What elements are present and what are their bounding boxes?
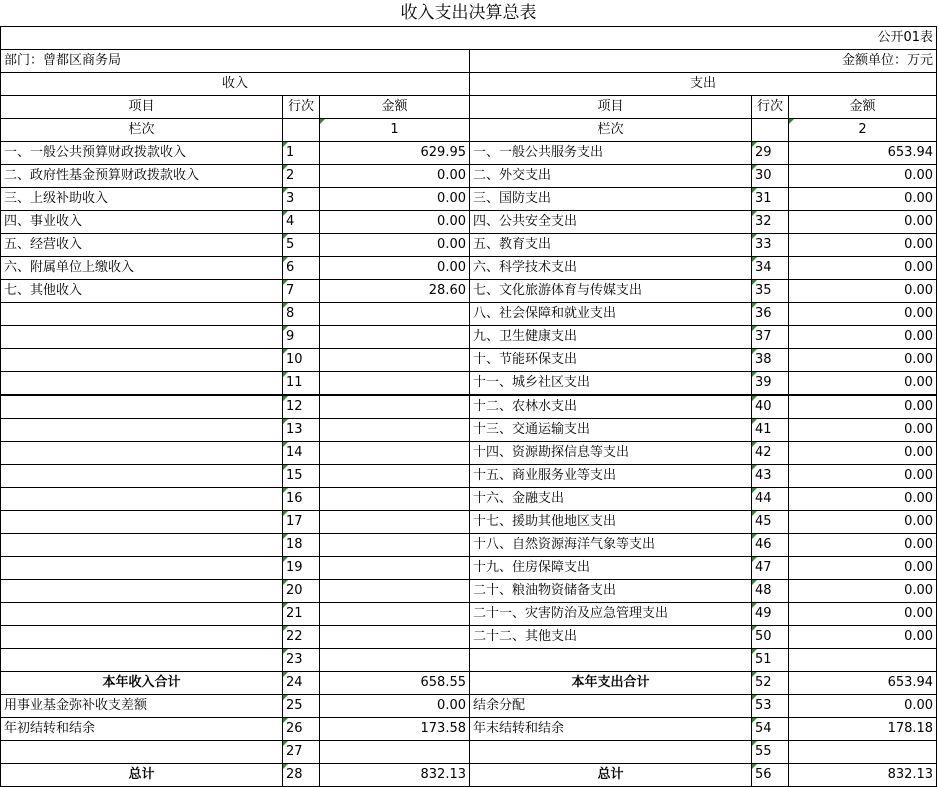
table-row (1, 649, 937, 672)
income-amount (320, 626, 470, 649)
expense-row-no: 42 (752, 442, 789, 465)
expense-amount: 0.00 (789, 465, 937, 488)
table-row (1, 603, 937, 626)
income-row-no: 8 (283, 303, 320, 326)
income-amount (320, 419, 470, 442)
expense-amount: 178.18 (789, 718, 937, 741)
income-item (1, 442, 283, 465)
income-header: 收入 (1, 73, 470, 96)
expense-row-no: 39 (752, 372, 789, 396)
expense-amount: 0.00 (789, 234, 937, 257)
income-row-no: 2 (283, 165, 320, 188)
income-lanci-label: 栏次 (1, 119, 283, 142)
expense-amount: 0.00 (789, 603, 937, 626)
expense-row-no: 37 (752, 326, 789, 349)
expense-row-no: 49 (752, 603, 789, 626)
expense-item: 五、教育支出 (470, 234, 752, 257)
income-amount (320, 372, 470, 396)
income-item (1, 488, 283, 511)
income-item (1, 303, 283, 326)
income-row-no: 20 (283, 580, 320, 603)
expense-row-no: 44 (752, 488, 789, 511)
expense-item: 七、文化旅游体育与传媒支出 (470, 280, 752, 303)
income-row-no: 18 (283, 534, 320, 557)
expense-row-no: 34 (752, 257, 789, 280)
expense-row-no: 43 (752, 465, 789, 488)
income-col-number: 1 (320, 119, 470, 142)
income-amount (320, 349, 470, 372)
expense-amount: 0.00 (789, 395, 937, 419)
expense-amount (789, 741, 937, 764)
income-item (1, 372, 283, 396)
income-amount: 629.95 (320, 142, 470, 165)
expense-row-no: 53 (752, 695, 789, 718)
income-lanci-blank (283, 119, 320, 142)
income-item (1, 511, 283, 534)
expense-amount: 0.00 (789, 626, 937, 649)
income-item: 一、一般公共预算财政拨款收入 (1, 142, 283, 165)
income-amount (320, 303, 470, 326)
expense-item: 二十一、灾害防治及应急管理支出 (470, 603, 752, 626)
expense-row-no: 40 (752, 395, 789, 419)
expense-item: 十七、援助其他地区支出 (470, 511, 752, 534)
expense-amount: 0.00 (789, 349, 937, 372)
expense-amount: 0.00 (789, 695, 937, 718)
table-row (1, 142, 937, 165)
income-row-no: 23 (283, 649, 320, 672)
income-row-no: 1 (283, 142, 320, 165)
expense-amount: 0.00 (789, 257, 937, 280)
year-income-total-amount: 658.55 (320, 672, 470, 695)
table-row (1, 580, 937, 603)
expense-row-no: 32 (752, 211, 789, 234)
income-amount (320, 395, 470, 419)
expense-item: 六、科学技术支出 (470, 257, 752, 280)
income-row-no: 3 (283, 188, 320, 211)
expense-amount: 0.00 (789, 580, 937, 603)
expense-item: 十、节能环保支出 (470, 349, 752, 372)
income-item: 年初结转和结余 (1, 718, 283, 741)
income-row-no: 26 (283, 718, 320, 741)
income-row-no: 14 (283, 442, 320, 465)
expense-amount: 0.00 (789, 534, 937, 557)
grand-income-total-label: 总计 (1, 764, 283, 787)
income-amount (320, 649, 470, 672)
income-row-no: 6 (283, 257, 320, 280)
income-row-no: 11 (283, 372, 320, 396)
table-row (1, 165, 937, 188)
table-row (1, 764, 937, 787)
year-income-total-label: 本年收入合计 (1, 672, 283, 695)
income-item: 三、上级补助收入 (1, 188, 283, 211)
income-amount (320, 465, 470, 488)
expense-item: 九、卫生健康支出 (470, 326, 752, 349)
income-item (1, 419, 283, 442)
expense-amount (789, 649, 937, 672)
income-amount (320, 580, 470, 603)
table-row (1, 372, 937, 396)
expense-row-no: 30 (752, 165, 789, 188)
income-item (1, 741, 283, 764)
expense-item: 二十、粮油物资储备支出 (470, 580, 752, 603)
income-amount: 173.58 (320, 718, 470, 741)
expense-row-no: 55 (752, 741, 789, 764)
table-row (1, 672, 937, 695)
expense-item: 三、国防支出 (470, 188, 752, 211)
income-row-header: 行次 (283, 96, 320, 119)
income-item (1, 349, 283, 372)
year-expense-total-amount: 653.94 (789, 672, 937, 695)
expense-row-no: 46 (752, 534, 789, 557)
expense-item: 十一、城乡社区支出 (470, 372, 752, 396)
income-item (1, 580, 283, 603)
table-row (1, 303, 937, 326)
expense-amount: 0.00 (789, 419, 937, 442)
expense-item: 十四、资源勘探信息等支出 (470, 442, 752, 465)
expense-col-number: 2 (789, 119, 937, 142)
expense-item (470, 649, 752, 672)
income-item (1, 626, 283, 649)
income-item: 五、经营收入 (1, 234, 283, 257)
income-item (1, 534, 283, 557)
income-amount (320, 741, 470, 764)
income-amount (320, 603, 470, 626)
income-amount (320, 488, 470, 511)
expense-item: 十三、交通运输支出 (470, 419, 752, 442)
expense-amount: 0.00 (789, 188, 937, 211)
income-amount (320, 326, 470, 349)
table-row (1, 695, 937, 718)
expense-amount: 0.00 (789, 372, 937, 396)
expense-item: 二、外交支出 (470, 165, 752, 188)
table-row (1, 280, 937, 303)
expense-item: 八、社会保障和就业支出 (470, 303, 752, 326)
income-row-no: 21 (283, 603, 320, 626)
expense-row-no: 45 (752, 511, 789, 534)
income-amount: 0.00 (320, 165, 470, 188)
expense-item: 十二、农林水支出 (470, 395, 752, 419)
expense-row-no: 41 (752, 419, 789, 442)
income-item-header: 项目 (1, 96, 283, 119)
expense-amount: 0.00 (789, 280, 937, 303)
income-row-no: 12 (283, 395, 320, 419)
income-row-no: 7 (283, 280, 320, 303)
grand-expense-total-amount: 832.13 (789, 764, 937, 787)
income-row-no: 9 (283, 326, 320, 349)
grand-income-total-no: 28 (283, 764, 320, 787)
table-row (1, 395, 937, 419)
income-amount: 28.60 (320, 280, 470, 303)
expense-row-no: 51 (752, 649, 789, 672)
income-amount (320, 511, 470, 534)
table-title: 收入支出决算总表 (1, 0, 937, 27)
income-row-no: 15 (283, 465, 320, 488)
income-item: 用事业基金弥补收支差额 (1, 695, 283, 718)
expense-item: 二十二、其他支出 (470, 626, 752, 649)
income-amount (320, 442, 470, 465)
expense-item: 四、公共安全支出 (470, 211, 752, 234)
expense-item: 十九、住房保障支出 (470, 557, 752, 580)
expense-item-header: 项目 (470, 96, 752, 119)
table-row (1, 349, 937, 372)
year-income-total-no: 24 (283, 672, 320, 695)
income-amount-header: 金额 (320, 96, 470, 119)
income-row-no: 4 (283, 211, 320, 234)
expense-amount: 0.00 (789, 442, 937, 465)
income-item (1, 557, 283, 580)
income-amount: 0.00 (320, 211, 470, 234)
income-item: 二、政府性基金预算财政拨款收入 (1, 165, 283, 188)
table-row (1, 718, 937, 741)
expense-amount: 0.00 (789, 326, 937, 349)
income-row-no: 17 (283, 511, 320, 534)
table-row (1, 557, 937, 580)
income-amount: 0.00 (320, 257, 470, 280)
table-row (1, 511, 937, 534)
expense-row-no: 29 (752, 142, 789, 165)
expense-row-no: 36 (752, 303, 789, 326)
income-amount: 0.00 (320, 188, 470, 211)
expense-amount: 0.00 (789, 211, 937, 234)
unit-label: 金额单位：万元 (470, 50, 937, 73)
department-label: 部门：曾都区商务局 (1, 50, 470, 73)
expense-row-no: 38 (752, 349, 789, 372)
table-row (1, 211, 937, 234)
expense-row-no: 54 (752, 718, 789, 741)
income-row-no: 19 (283, 557, 320, 580)
income-amount (320, 557, 470, 580)
income-row-no: 5 (283, 234, 320, 257)
expense-item (470, 741, 752, 764)
income-row-no: 16 (283, 488, 320, 511)
income-item (1, 395, 283, 419)
year-expense-total-no: 52 (752, 672, 789, 695)
table-row (1, 419, 937, 442)
income-item (1, 603, 283, 626)
expense-amount: 653.94 (789, 142, 937, 165)
income-row-no: 10 (283, 349, 320, 372)
income-item (1, 649, 283, 672)
expense-item: 十六、金融支出 (470, 488, 752, 511)
expense-item: 十五、商业服务业等支出 (470, 465, 752, 488)
expense-item: 年末结转和结余 (470, 718, 752, 741)
expense-amount: 0.00 (789, 557, 937, 580)
expense-row-header: 行次 (752, 96, 789, 119)
table-row (1, 257, 937, 280)
expense-row-no: 50 (752, 626, 789, 649)
income-row-no: 22 (283, 626, 320, 649)
table-row (1, 534, 937, 557)
income-amount (320, 534, 470, 557)
table-row (1, 188, 937, 211)
table-row (1, 442, 937, 465)
income-amount: 0.00 (320, 695, 470, 718)
income-amount: 0.00 (320, 234, 470, 257)
expense-row-no: 47 (752, 557, 789, 580)
expense-header: 支出 (470, 73, 937, 96)
year-expense-total-label: 本年支出合计 (470, 672, 752, 695)
expense-amount: 0.00 (789, 303, 937, 326)
grand-income-total-amount: 832.13 (320, 764, 470, 787)
expense-item: 结余分配 (470, 695, 752, 718)
table-row (1, 326, 937, 349)
table-row (1, 234, 937, 257)
income-row-no: 13 (283, 419, 320, 442)
expense-amount: 0.00 (789, 511, 937, 534)
table-row (1, 465, 937, 488)
expense-row-no: 31 (752, 188, 789, 211)
form-code: 公开01表 (1, 27, 937, 50)
income-item: 六、附属单位上缴收入 (1, 257, 283, 280)
grand-expense-total-no: 56 (752, 764, 789, 787)
income-item (1, 326, 283, 349)
expense-amount-header: 金额 (789, 96, 937, 119)
expense-lanci-label: 栏次 (470, 119, 752, 142)
income-item (1, 465, 283, 488)
income-item: 四、事业收入 (1, 211, 283, 234)
income-item: 七、其他收入 (1, 280, 283, 303)
grand-expense-total-label: 总计 (470, 764, 752, 787)
expense-row-no: 35 (752, 280, 789, 303)
expense-amount: 0.00 (789, 488, 937, 511)
expense-item: 十八、自然资源海洋气象等支出 (470, 534, 752, 557)
expense-lanci-blank (752, 119, 789, 142)
expense-row-no: 33 (752, 234, 789, 257)
expense-amount: 0.00 (789, 165, 937, 188)
income-row-no: 27 (283, 741, 320, 764)
expense-row-no: 48 (752, 580, 789, 603)
table-row (1, 488, 937, 511)
expense-item: 一、一般公共服务支出 (470, 142, 752, 165)
table-row (1, 626, 937, 649)
income-row-no: 25 (283, 695, 320, 718)
table-row (1, 741, 937, 764)
